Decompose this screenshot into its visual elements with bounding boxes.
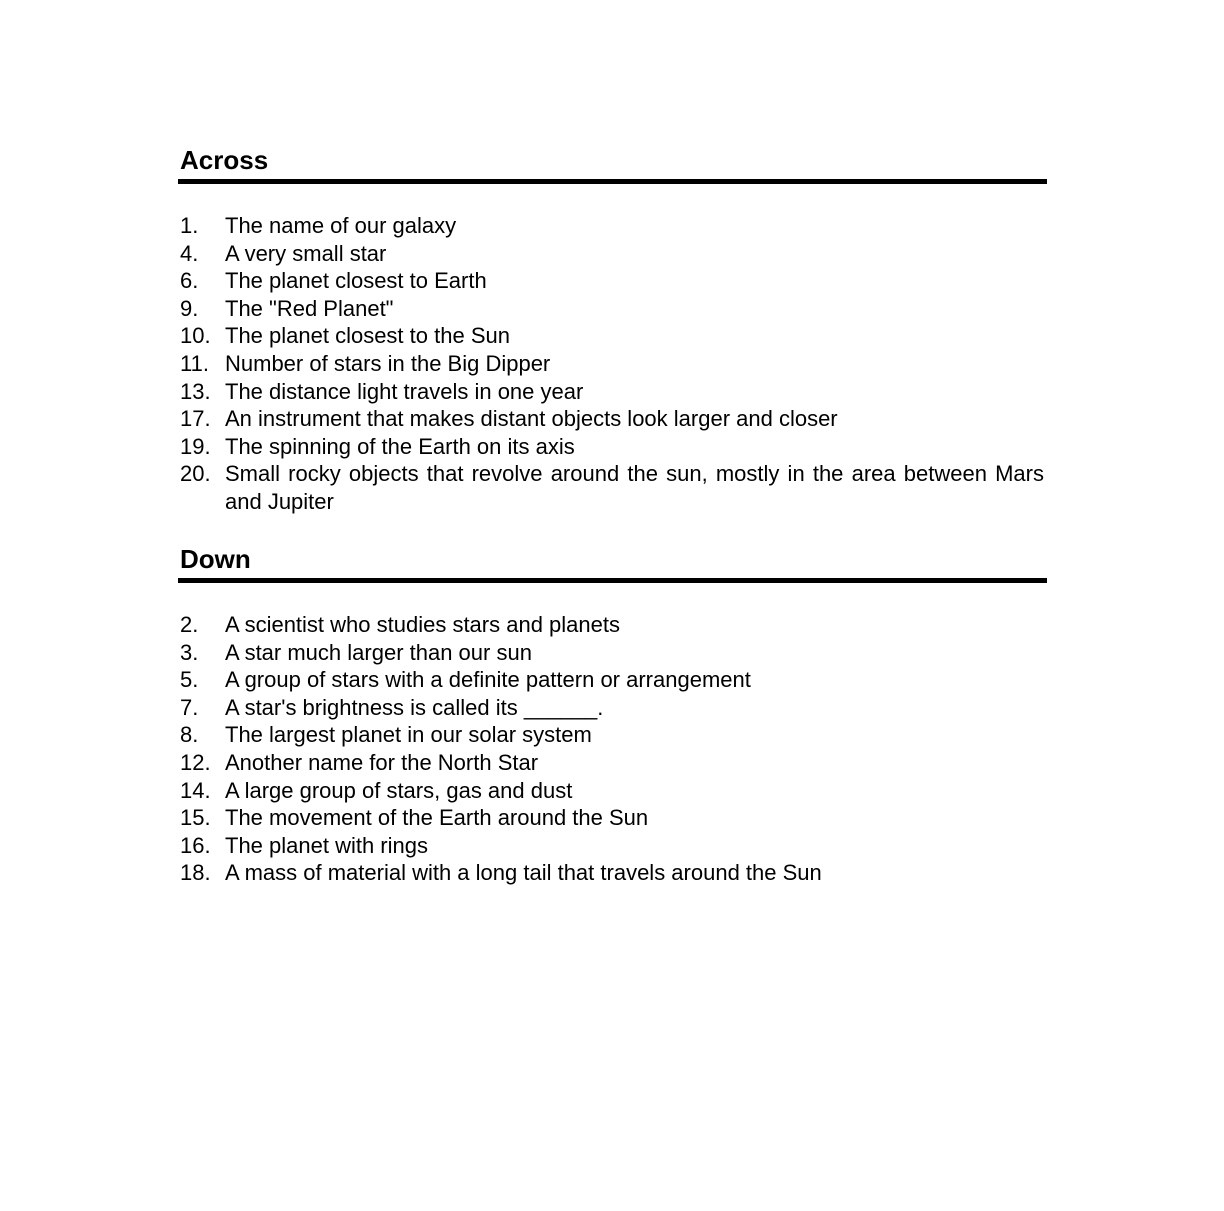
- clue-number: 6.: [180, 268, 199, 294]
- clue-text: The spinning of the Earth on its axis: [225, 433, 575, 459]
- clue-text: Small rocky objects that revolve around the sun, mostly in the area between Mars and Jupiter: [225, 461, 1044, 514]
- clue-item: [178, 350, 1047, 378]
- clue-item: [178, 611, 1047, 639]
- clue-item: [178, 721, 1047, 749]
- clue-number: 4.: [180, 240, 199, 266]
- clue-item: [178, 804, 1047, 832]
- clue-number: 19.: [180, 433, 211, 459]
- clue-text: The planet closest to the Sun: [225, 323, 510, 349]
- clue-number: 15.: [180, 805, 211, 831]
- clue-item: [178, 777, 1047, 805]
- clue-text: The planet closest to Earth: [225, 268, 487, 294]
- across-heading: Across: [180, 145, 269, 175]
- clue-number: 10.: [180, 323, 211, 349]
- clue-text: A mass of material with a long tail that travels around the Sun: [225, 860, 822, 886]
- clue-item: [178, 267, 1047, 295]
- clue-number: 14.: [180, 777, 211, 803]
- across-section: [178, 141, 1047, 516]
- clue-item: [178, 639, 1047, 667]
- clue-number: 16.: [180, 832, 211, 858]
- clue-text: The largest planet in our solar system: [225, 722, 592, 748]
- clue-item: [178, 295, 1047, 323]
- clue-number: 20.: [180, 461, 211, 487]
- clue-item: [178, 433, 1047, 461]
- clue-number: 7.: [180, 694, 199, 720]
- clue-item: [178, 694, 1047, 722]
- clue-text: A very small star: [225, 240, 387, 266]
- clue-item: [178, 240, 1047, 268]
- down-section: [178, 540, 1047, 887]
- clue-number: 13.: [180, 378, 211, 404]
- clue-text: The distance light travels in one year: [225, 378, 584, 404]
- clue-text: A scientist who studies stars and planets: [225, 612, 620, 637]
- clue-item: [178, 749, 1047, 777]
- clue-text: The movement of the Earth around the Sun: [225, 805, 649, 831]
- clue-number: 1.: [180, 213, 199, 238]
- clue-text: An instrument that makes distant objects look larger and closer: [225, 406, 838, 432]
- clue-item: [178, 322, 1047, 350]
- clue-item: [178, 832, 1047, 860]
- clue-item: [178, 212, 1047, 240]
- clue-number: 5.: [180, 667, 199, 693]
- clue-number: 9.: [180, 295, 199, 321]
- clue-item: [178, 405, 1047, 433]
- clue-text: A group of stars with a definite pattern or arrangement: [225, 667, 751, 693]
- clue-number: 12.: [180, 749, 211, 775]
- clue-number: 18.: [180, 860, 211, 886]
- clue-number: 17.: [180, 406, 211, 432]
- clue-number: 8.: [180, 722, 199, 748]
- clue-text: Number of stars in the Big Dipper: [225, 350, 551, 376]
- clue-number: 2.: [180, 612, 199, 637]
- clue-text: Another name for the North Star: [225, 749, 539, 775]
- clue-number: 3.: [180, 639, 199, 665]
- clue-item: [178, 460, 1047, 515]
- clue-item: [178, 378, 1047, 406]
- clue-text: A star much larger than our sun: [225, 639, 532, 665]
- across-clue-list: [178, 212, 1047, 516]
- down-heading: Down: [180, 544, 251, 574]
- clue-item: [178, 666, 1047, 694]
- across-divider: [178, 179, 1047, 184]
- clue-text: A star's brightness is called its ______.: [225, 694, 604, 720]
- down-divider: [178, 578, 1047, 583]
- clue-text: The planet with rings: [225, 832, 428, 858]
- clue-text: The name of our galaxy: [225, 213, 457, 238]
- down-clue-list: [178, 611, 1047, 887]
- clue-text: A large group of stars, gas and dust: [225, 777, 573, 803]
- clue-item: [178, 859, 1047, 887]
- clue-number: 11.: [180, 350, 209, 376]
- clue-text: The "Red Planet": [225, 295, 394, 321]
